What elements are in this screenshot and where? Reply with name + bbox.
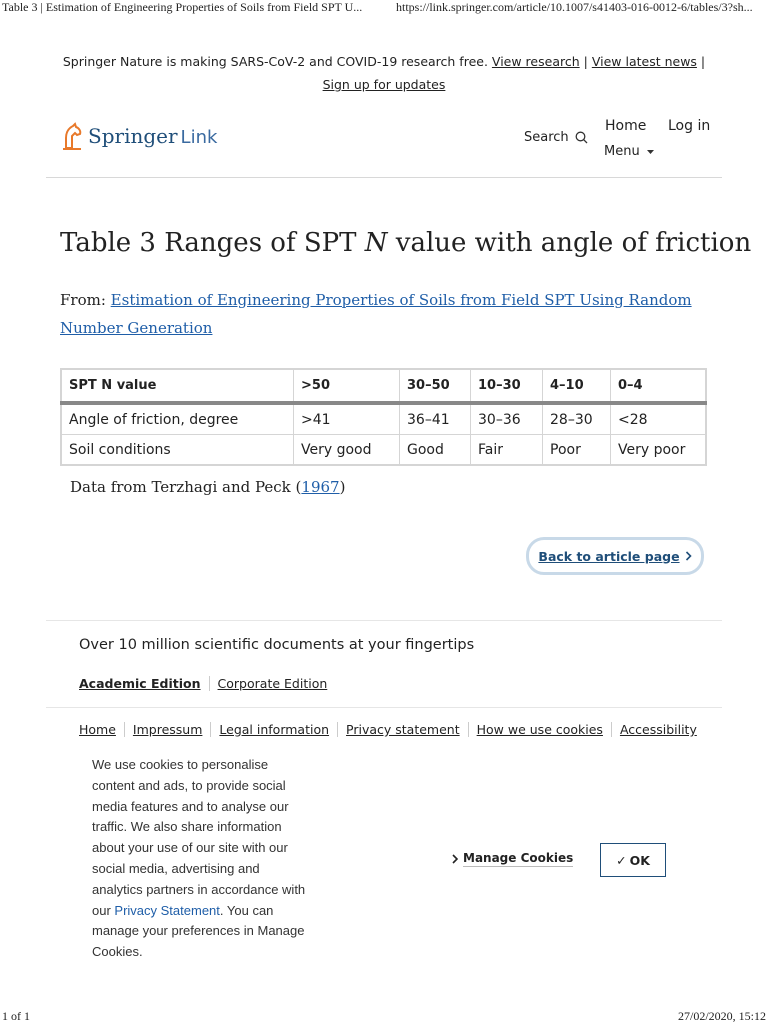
logo-wordmark [88,124,217,148]
table-cell: >41 [294,403,400,435]
table-cell: <28 [611,403,707,435]
header-divider [46,177,722,178]
table-row [61,403,706,435]
print-page-count: 1 of 1 [2,1009,30,1023]
table-header-cell: SPT N value [61,369,294,403]
footnote-suffix: ) [339,478,346,496]
table-cell: Poor [543,435,611,466]
springer-horse-icon [60,122,84,152]
footer-link-accessibility[interactable]: Accessibility [611,722,705,737]
table-cell: 30–36 [471,403,543,435]
cookie-text-after: . You can manage your preferences in Manage Cookies. [92,902,305,960]
reference-year-link[interactable]: 1967 [301,478,340,496]
table-header-cell: 10–30 [471,369,543,403]
from-label: From: [60,291,106,309]
notice-separator: | [700,54,706,69]
title-suffix: value with angle of friction [387,228,752,258]
footer-link-cookies[interactable]: How we use cookies [468,722,611,737]
source-article [60,286,720,342]
footer-link-impressum[interactable]: Impressum [124,722,210,737]
notice-text: Springer Nature is making SARS-CoV-2 and COVID-19 research free. [62,54,488,69]
academic-edition-link[interactable]: Academic Edition [79,676,201,691]
nav-login-link[interactable]: Log in [668,118,711,134]
table-header-cell: 4–10 [543,369,611,403]
footer-link-legal[interactable]: Legal information [210,722,337,737]
logo-link-word: Link [180,127,218,148]
cookie-notice-text [92,755,307,963]
print-footer [0,1009,768,1024]
view-latest-news-link[interactable]: View latest news [591,54,697,69]
checkmark-icon: ✓ [616,852,627,868]
covid-notice-banner [60,50,708,96]
table-cell: 28–30 [543,403,611,435]
table-row [61,435,706,466]
table-footnote [70,478,345,496]
menu-label: Menu [604,144,640,159]
edition-switcher [79,676,335,691]
table-header-cell: 30–50 [400,369,471,403]
search-button[interactable] [524,130,588,145]
title-prefix: Table 3 Ranges of SPT [60,228,365,258]
footer-links [79,722,705,737]
footer-link-privacy[interactable]: Privacy statement [337,722,468,737]
section-divider [46,620,722,621]
footer-link-home[interactable]: Home [79,722,116,737]
print-page-url: https://link.springer.com/article/10.1007/s41403-016-0012-6/tables/3?sh... [396,0,753,14]
menu-button[interactable] [604,144,655,159]
nav-home-link[interactable]: Home [605,118,647,134]
chevron-right-icon [685,551,692,561]
sign-up-link[interactable]: Sign up for updates [322,77,446,92]
corporate-edition-link[interactable]: Corporate Edition [209,676,336,691]
cookie-text-before: We use cookies to personalise content and ads, to provide social media features and to analyse our traffic. We also share information about your use of our site with our social media, advertising and analytics partners in accordance with our [92,757,306,918]
print-header [0,0,768,16]
promo-headline: Over 10 million scientific documents at your fingertips [79,637,475,653]
back-button-label: Back to article page [538,548,680,564]
print-datetime: 27/02/2020, 15:12 [677,1009,766,1023]
table-header-cell: >50 [294,369,400,403]
notice-separator: | [583,54,588,69]
table-cell: Very poor [611,435,707,466]
print-page-title: Table 3 | Estimation of Engineering Properties of Soils from Field SPT U... [2,0,363,14]
table-cell: Fair [471,435,543,466]
privacy-statement-link[interactable]: Privacy Statement [114,902,220,918]
view-research-link[interactable]: View research [491,54,580,69]
title-italic-n: N [364,228,388,258]
manage-cookies-label: Manage Cookies [463,851,574,865]
page-title [60,228,751,258]
table-header-cell: 0–4 [611,369,707,403]
table-cell: Angle of friction, degree [61,403,294,435]
manage-cookies-button[interactable] [452,851,573,867]
table-cell: Very good [294,435,400,466]
spt-table [60,368,707,466]
table-cell: Soil conditions [61,435,294,466]
cookie-ok-button[interactable] [600,843,666,877]
chevron-right-icon [452,854,458,864]
back-to-article-button[interactable] [526,537,704,575]
search-label: Search [524,130,569,145]
logo-springer-word: Springer [88,124,178,148]
table-header-row [61,369,706,403]
footnote-prefix: Data from Terzhagi and Peck ( [70,478,302,496]
table-cell: Good [400,435,471,466]
footer-divider [46,707,722,708]
search-icon [575,131,588,144]
table-cell: 36–41 [400,403,471,435]
ok-label: OK [629,852,650,868]
caret-down-icon [646,149,655,155]
article-link[interactable]: Estimation of Engineering Properties of Soils from Field SPT Using Random Number Generation [60,291,692,337]
